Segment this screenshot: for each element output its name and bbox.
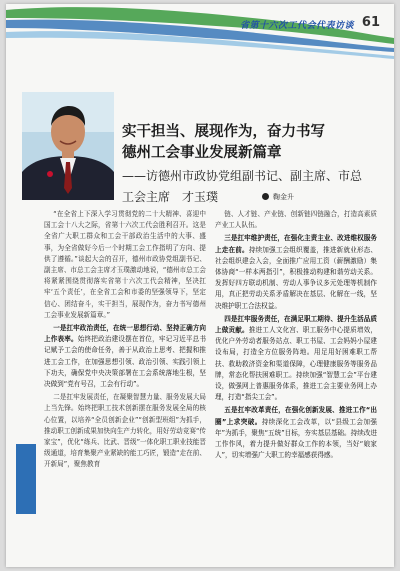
body-paragraph: 五是扛牢改革责任，在强化创新发展、推进工作“出圈”上求突破。持续深化工会改革，以“县级工会加强年”为抓手，聚焦“五统”目标，夯实基层基础。持续改进工作作风，着力提升做好群众工作的本领，当好“娘家人”，切实增强广大职工的幸福感获得感。 xyxy=(215,406,377,460)
side-accent-bar xyxy=(16,444,36,514)
author-name: 鞠金升 xyxy=(273,193,294,201)
body-column-left xyxy=(44,209,206,473)
subtitle-line-2: 工会主席 才玉璞 xyxy=(122,190,219,204)
body-paragraph: 四是扛牢服务责任，在满足职工期待、提升生活品质上做贡献。推进工人文化宫、职工服务中心提质增效，优化户外劳动者服务站点、职工书屋、工会妈妈小屋建设布局，打造全方位服务阵地。用足用好困难职工帮扶、救助救济资金和渠道保障，心理健康服务等服务品牌，常态化帮扶困难职工。持续加强“智慧工会”平台建设，做强网上普惠服务体系，推进工会主要业务网上办理，打造“指尖工会”。 xyxy=(215,314,378,402)
body-paragraph: “在全省上下深入学习贯彻党的二十大精神、喜迎中国工会十八大之际，省第十六次工代会胜利召开。这是全省广大职工群众和工会干部政治生活中的大事、盛事，为全省做好今后一个时期工会工作指明了方向、提供了遵循。”谈起大会的召开，德州市政协党组副书记、副主席、市总工会主席才玉璞激动地说，“德州市总工会将紧紧围绕贯彻落实省第十六次工代会精神，坚决扛牢‘五个责任’，在全省工会和市委的坚强领导下，坚定信心、团结奋斗，实干担当，展现作为，奋力书写德州工会事业发展新篇章。” xyxy=(44,210,206,319)
portrait-image xyxy=(22,92,114,200)
body-paragraph: 链、人才链、产业链、创新链四链融合，打造高素质产业工人队伍。 xyxy=(215,210,377,230)
body-paragraph: 三是扛牢维护责任，在强化主责主业、改进维权服务上走在前。持续加强工会组织覆盖，推进新就业形态、社会组织建会入会，全面推广应用工资（薪酬激励）集体协商“一样本两指引”，积极推动构建和谐劳动关系。发挥好四方联动机制、劳动人事争议多元处理等机制作用，真正把劳动关系矛盾解决在基层、化解在一线，坚决维护职工合法权益。 xyxy=(215,234,378,310)
page-header xyxy=(6,4,394,62)
page-number: 61 xyxy=(361,15,380,30)
headline-block xyxy=(122,122,382,206)
body-paragraph: 二是扛牢发展责任，在凝聚智慧力量、服务发展大局上当先锋。始终把职工技术创新摆在服务发展全局的核心位置，以培养“全员创新企业”“创新型班组”为抓手，推动职工创新成果加快向生产力转化，用好劳动竞赛“传家宝”，优化“练兵、比武、晋级”一体化职工职业技能晋级通道，培育集聚产业紧缺的能工巧匠，锻造“走在前、开新局”，聚焦教育 xyxy=(44,393,206,469)
portrait-photo xyxy=(22,92,114,200)
bullet-icon xyxy=(262,193,269,200)
body-paragraph: 一是扛牢政治责任，在统一思想行动、坚持正确方向上作表率。始终把政治建设摆在首位，牢记习近平总书记赋予工会的使命任务，善于从政治上思考、把握和推进工会工作，在加强思想引领、政治引领、实践引领上下功夫，确保党中央决策部署在工会系统落地生根，坚决做到“党有号召，工会有行动”。 xyxy=(44,324,207,389)
magazine-page xyxy=(6,4,394,567)
section-title: 省第十六次工代会代表访谈 xyxy=(239,21,354,31)
headline-line-2: 德州工会事业发展新篇章 xyxy=(122,145,282,161)
headline-line-1: 实干担当、展现作为，奋力书写 xyxy=(122,124,325,140)
body-column-right xyxy=(215,209,377,463)
header-swoosh-decoration xyxy=(6,4,394,62)
author-byline xyxy=(262,192,294,202)
subtitle-line-1: ——访德州市政协党组副书记、副主席、市总 xyxy=(122,169,363,183)
